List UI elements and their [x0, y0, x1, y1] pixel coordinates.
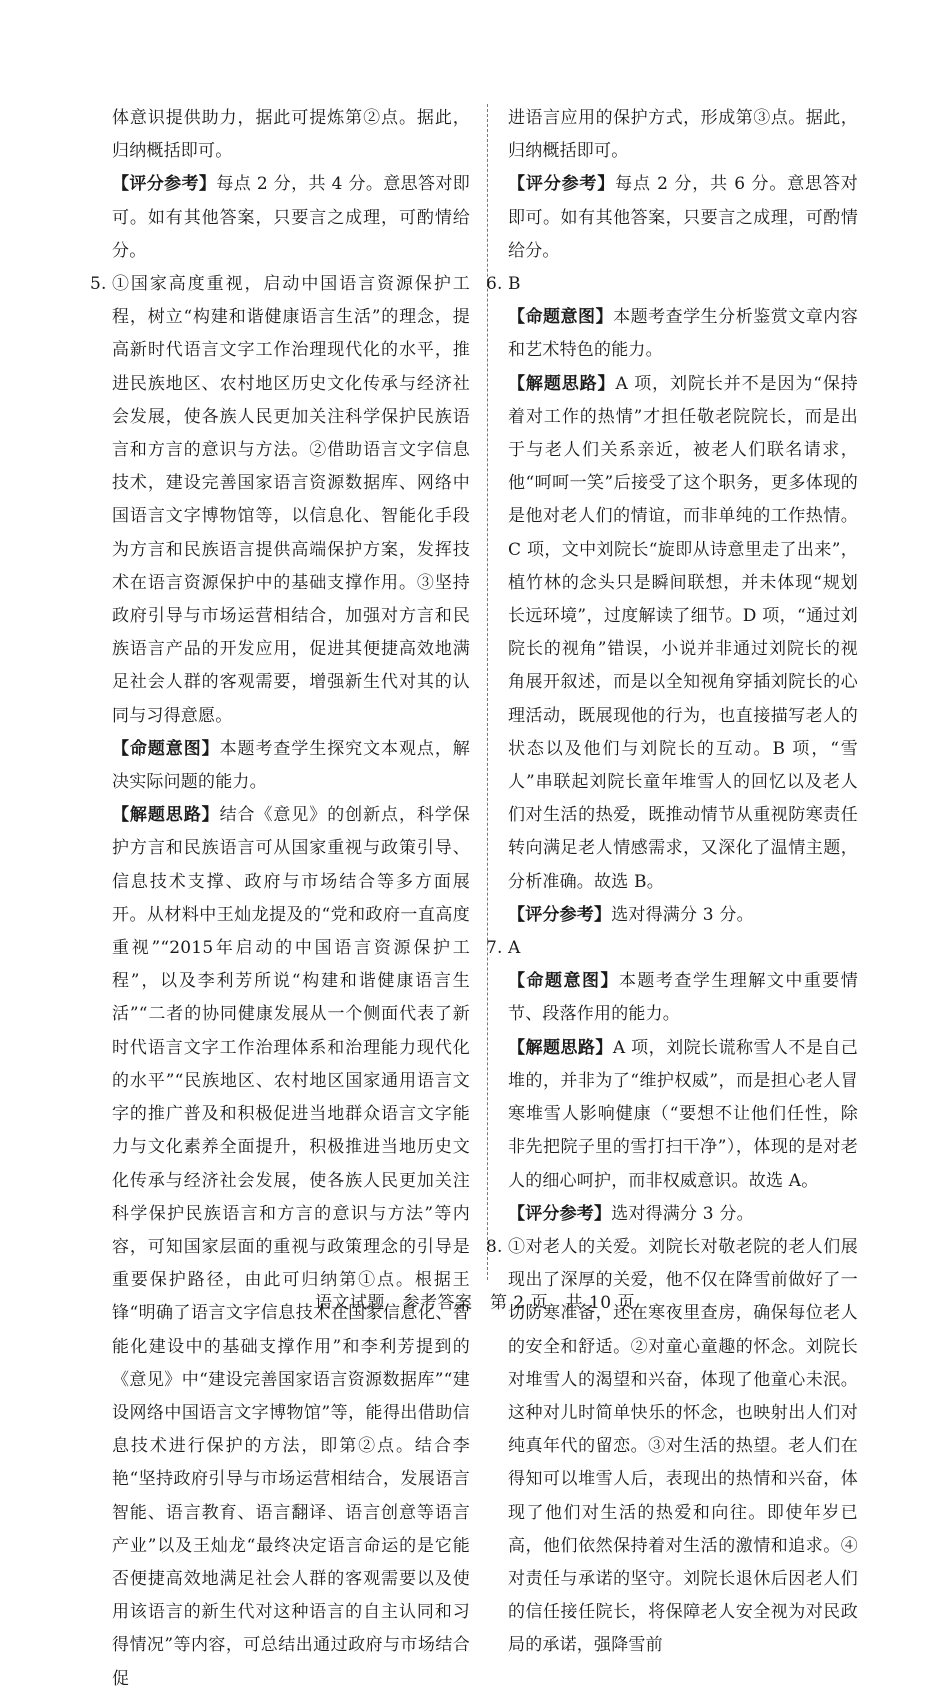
intent-paragraph-q7	[508, 965, 858, 1031]
intent-label: 【命题意图】	[508, 971, 619, 992]
thinking-text: A 项，刘院长并不是因为“保持着对工作的热情”才担任敬老院院长，而是出于与老人们关系亲近，被老人们联名请求，他“呵呵一笑”后接受了这个职务，更多体现的是他对老人们的情谊，而非单纯的工作热情。C 项，文中刘院长“旋即从诗意里走了出来”，植竹林的念头只是瞬间联想，并未体现“规划长远环境”，过度解读了细节。D 项，“通过刘院长的视角”错误，小说并非通过刘院长的视角展开叙述，而是以全知视角穿插刘院长的心理活动，既展现他的行为，也直接描写老人的状态以及他们与刘院长的互动。B 项，“雪人”串联起刘院长童年堆雪人的回忆以及老人们对生活的热爱，既推动情节从重视防寒责任转向满足老人情感需求，又深化了温情主题，分析准确。故选 B。	[508, 373, 859, 892]
continued-paragraph: 体意识提供助力，据此可提炼第②点。据此，归纳概括即可。	[112, 108, 470, 162]
thinking-paragraph-q6	[508, 368, 858, 899]
question-6	[486, 268, 858, 301]
answer-text: B	[508, 274, 521, 295]
continued-paragraph: 进语言应用的保护方式，形成第③点。据此，归纳概括即可。	[508, 108, 858, 162]
answer-text: ①国家高度重视，启动中国语言资源保护工程，树立“构建和谐健康语言生活”的理念，提高新时代语言文字工作治理现代化的水平，推进民族地区、农村地区历史文化传承与经济社会发展，使各族人民更加关注科学保护民族语言和方言的意识与方法。②借助语言文字信息技术，建设完善国家语言资源数据库、网络中国语言文字博物馆等，以信息化、智能化手段为方言和民族语言提供高端保护方案，发挥技术在语言资源保护中的基础支撑作用。③坚持政府引导与市场运营相结合，加强对方言和民族语言产品的开发应用，促进其便捷高效地满足社会人群的客观需要，增强新生代对其的认同与习得意愿。	[112, 274, 470, 726]
intent-label: 【命题意图】	[112, 738, 220, 759]
question-number: 8.	[486, 1236, 503, 1257]
intent-text: 本题考查学生分析鉴赏文章内容和艺术特色的能力。	[508, 307, 858, 361]
right-column	[486, 102, 859, 1663]
answer-text: ①对老人的关爱。刘院长对敬老院的老人们展现出了深厚的关爱，他不仅在降雪前做好了一切防寒准备，还在寒夜里查房，确保每位老人的安全和舒适。②对童心童趣的怀念。刘院长对堆雪人的渴望和兴奋，体现了他童心未泯。这种对儿时简单快乐的怀念，也映射出人们对纯真年代的留恋。③对生活的热望。老人们在得知可以堆雪人后，表现出的热情和兴奋，体现了他们对生活的热爱和向往。即使年岁已高，他们依然保持着对生活的激情和追求。④对责任与承诺的坚守。刘院长退休后因老人们的信任接任院长，将保障老人安全视为对民政局的承诺，强降雪前	[508, 1236, 858, 1656]
question-7	[486, 932, 858, 965]
score-text: 选对得满分 3 分。	[611, 1203, 754, 1224]
score-label: 【评分参考】	[508, 1203, 612, 1224]
score-label: 【评分参考】	[508, 174, 616, 195]
thinking-label: 【解题思路】	[112, 805, 220, 826]
thinking-label: 【解题思路】	[508, 1037, 613, 1058]
score-reference-q4	[112, 168, 470, 268]
score-text: 选对得满分 3 分。	[611, 904, 754, 925]
score-label: 【评分参考】	[112, 174, 217, 195]
intent-text: 本题考查学生理解文中重要情节、段落作用的能力。	[508, 971, 858, 1025]
left-column	[90, 102, 470, 1696]
answer-text: A	[508, 938, 521, 959]
question-number: 5.	[90, 274, 107, 295]
intent-paragraph-q5	[112, 733, 470, 799]
question-5	[90, 268, 470, 733]
question-number: 6.	[486, 274, 503, 295]
thinking-text: 结合《意见》的创新点，科学保护方言和民族语言可从国家重视与政策引导、信息技术支撑、政府与市场结合等多方面展开。从材料中王灿龙提及的“党和政府一直高度重视”“2015年启动的中国语言资源保护工程”，以及李利芳所说“构建和谐健康语言生活”“二者的协同健康发展从一个侧面代表了新时代语言文字工作治理体系和治理能力现代化的水平”“民族地区、农村地区国家通用语言文字的推广普及和积极促进当地群众语言文字能力与文化素养全面提升，积极推进当地历史文化传承与经济社会发展，使各族人民更加关注科学保护民族语言和方言的意识与方法”等内容，可知国家层面的重视与政策理念的引导是重要保护路径，由此可归纳第①点。根据王锋“明确了语言文字信息技术在国家信息化、智能化建设中的基础支撑作用”和李利芳提到的《意见》中“建设完善国家语言资源数据库”“建设网络中国语言文字博物馆”等，能得出借助信息技术进行保护的方法，即第②点。结合李艳“坚持政府引导与市场运营相结合，发展语言智能、语言教育、语言翻译、语言创意等语言产业”以及王灿龙“最终决定语言命运的是它能否便捷高效地满足社会人群的客观需要以及使用该语言的新生代对这种语言的自主认同和习得情况”等内容，可总结出通过政府与市场结合促	[112, 805, 470, 1689]
intent-label: 【命题意图】	[508, 307, 614, 328]
score-reference-q5	[508, 168, 858, 268]
score-reference-q7	[508, 1198, 858, 1231]
score-reference-q6	[508, 899, 858, 932]
intent-text: 本题考查学生探究文本观点，解决实际问题的能力。	[112, 738, 470, 793]
thinking-label: 【解题思路】	[508, 373, 616, 394]
score-text: 每点 2 分，共 6 分。意思答对即可。如有其他答案，只要言之成理，可酌情给分。	[508, 174, 859, 261]
thinking-paragraph-q5	[112, 799, 470, 1695]
score-label: 【评分参考】	[508, 904, 612, 925]
thinking-paragraph-q7	[508, 1032, 858, 1198]
question-number: 7.	[486, 938, 503, 959]
page-footer: 语文试题 参考答案 第 2 页 共 10 页	[314, 1293, 636, 1313]
intent-paragraph-q6	[508, 301, 858, 367]
thinking-text: A 项，刘院长谎称雪人不是自己堆的，并非为了“维护权威”，而是担心老人冒寒堆雪人影响健康（“要想不让他们任性，除非先把院子里的雪打扫干净”），体现的是对老人的细心呵护，而非权威意识。故选 A。	[508, 1037, 859, 1191]
score-text: 每点 2 分，共 4 分。意思答对即可。如有其他答案，只要言之成理，可酌情给分。	[112, 174, 470, 261]
